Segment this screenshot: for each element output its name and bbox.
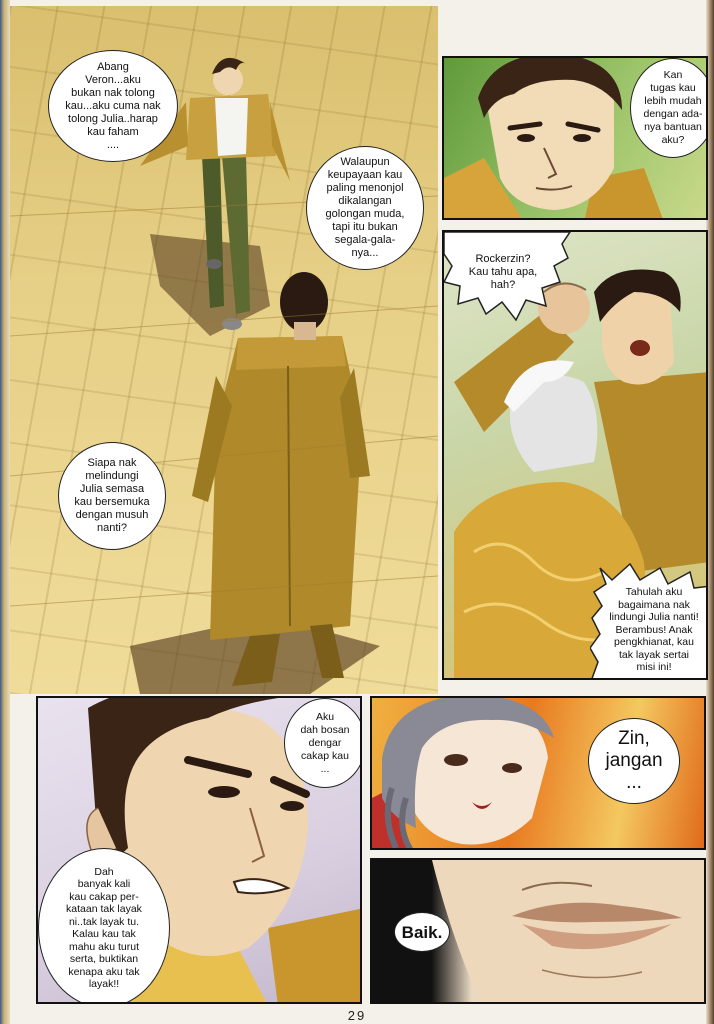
speech-bubble: Aku dah bosan dengar cakap kau ... (284, 698, 362, 788)
speech-bubble: Siapa nak melindungi Julia semasa kau bersemuka dengan musuh nanti? (58, 442, 166, 550)
speech-bubble: Dah banyak kali kau cakap per- kataan tak layak ni..tak layak tu. Kalau kau tak mahu aku turut serta, buktikan kenapa aku tak layak!! (38, 848, 170, 1004)
panel-angry-face (36, 696, 362, 1004)
shout-bubble-text: Rockerzin? Kau tahu apa, hah? (468, 252, 538, 291)
speech-bubble: Baik. (394, 912, 450, 952)
speech-bubble: Zin, jangan ... (588, 718, 680, 804)
panel-julia (370, 696, 706, 850)
page-edge-left (0, 0, 10, 1024)
shout-bubble-text: Tahulah aku bagaimana nak lindungi Julia nanti! Berambus! Anak pengkhianat, kau tak layak sertai misi ini! (609, 586, 699, 674)
panel-walking-scene (10, 6, 438, 694)
panel-closeup-zin (442, 56, 708, 220)
shout-bubble (444, 232, 562, 312)
panel-pointing-scene (442, 230, 708, 680)
shout-bubble (598, 578, 708, 680)
speech-bubble: Kan tugas kau lebih mudah dengan ada- nya bantuan aku? (630, 58, 708, 158)
panel-lips (370, 858, 706, 1004)
page-number: 29 (347, 1008, 367, 1023)
speech-bubble: Walaupun keupayaan kau paling menonjol dikalangan golongan muda, tapi itu bukan segala-gala- nya... (306, 146, 424, 270)
speech-bubble: Abang Veron...aku bukan nak tolong kau...aku cuma nak tolong Julia..harap kau faham .... (48, 50, 178, 162)
